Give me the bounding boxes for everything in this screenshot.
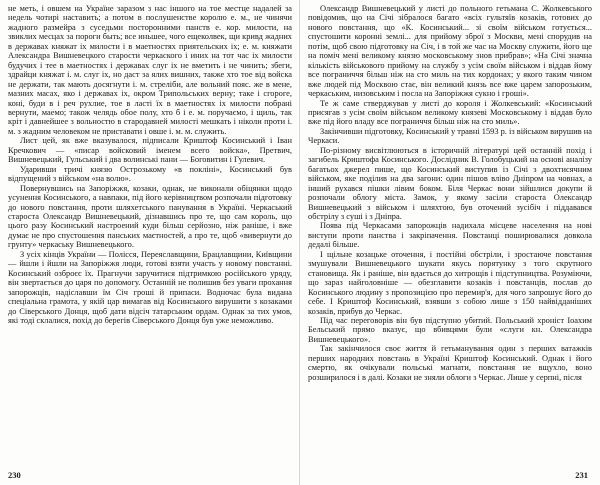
paragraph: По-різному висвітлюються в історичній літературі цей останній похід і загибель Криштофа Косинського. Дослідник В. Голобуцький на основі аналізу багатьох джерел пише, що Косинський виступив із Січі з двохтисячним військом, яке поділив на два загони: один пішов вліво Дніпром на човнах, а інший рухався пішки лівим боком. Біля Черкас вони зійшлися докупи й розпочали облогу міста. Замок, у якому засіли староста Олександр Вишневецький з військом і шляхтою, був оточений зусібіч і піддавався обстрілу з суші і з Дніпра. <box>308 145 592 221</box>
paragraph: Лист цей, як вже вказувалося, підписали Криштоф Косинський і Іван Кречкович — «писар войсковий іменем всего войска», Претвич, Вишневецький, Гульський і два волинські пани — Боговитин і Гулевич. <box>8 136 292 165</box>
paragraph: Те ж саме стверджував у листі до короля і Жолкевський: «Косинський присягав з усім своїм військом великому князеві Московському і віддав було вже під його владу все пограниччя більш ніж на сто миль». <box>308 98 592 127</box>
paragraph: Ударивши тричі князю Острозькому «в покліні», Косинський був відпущений з військом «на волю». <box>8 164 292 184</box>
right-page-text <box>308 4 592 382</box>
paragraph: не меть, і овшем на Україне заразом з нас іншого на тое местце надалей за недель чотирі наставить; а потом в послушенстве королю е. м., не чинячи жадного размейра з суседьми посторонними панств е. кор. милости, на звиклих месцах за пороги быть; все иньшее, чого ещеколвек, щи кривд жадних в державах княжат іх милости і в маетностях приятельских іх; е. м. княжати Александра Вишневецкого старости черкаского і иних на тот час іх милости будучих і тее в маетностях і державах слуг іх не вметить і не чинить; збеги, здрайци княжат і. м. слуг іх, но даст за ялих вишних, также хто тое від войска не держати, так мають досягнути і. м. стреліби, але вольний пояс. же в мене, мазних масах, яко і державах іх, окром Трипольських верну; таке і сгороге, коні, буди в і реч рухлие, тое в ласті їх в маетностях іх милости побрані вернути, маемо; також челядь обое полу, хто б і е. м. поручаємо, і щиль, так кріт і давнейшее з вольностю в стародавней милості мешкать і ніколи проти і. м. з жадним человеком не приставати і овше і. м. м. служить. <box>8 4 292 136</box>
paragraph: Під час переговорів він був підступно убитий. Польський хроніст Іоахим Бельський прямо вказує, що вбивцями були «слуги кн. Олександра Вишневецького». <box>308 315 592 344</box>
paragraph: Повернувшись на Запоріжжя, козаки, однак, не виконали обіцянки щодо усунення Косинського, а навпаки, під його керівництвом розпочали підготовку до нового повстання, проти шляхетського панування в Україні. Черкаський староста Олександр Вишневецький, дізнавшись про те, що сам король, що цього разу Косинський настроений куди більш серйозно, ніж раніше, і вже думає не про спустошення панських маєтностей, а про те, щоб «вивернути до грунту» черкаську Вишневецького. <box>8 183 292 250</box>
left-page-text <box>8 4 292 325</box>
paragraph: Олександр Вишневецький у листі до польного гетьмана С. Жолкевського повідомив, що на Січі зібралося багато «всіх гультяїв козаків, готових до нового повстання, що «К. Косинський... зі своїм військом готується... спустошити коронні землі... для прийому зброї з Москви, мені спорудив на потім, щоб свою підготовку на Січ, і в той же час на Москву служити, його ще на поміч мені великому князю московському знов прибрав»; «На Січі значна кількість військового прийому на службу з усім своїм військом і віддав йому все пограниччя більш ніж на сто миль на тих кордонах; у якого таким чином вже людей під Москвою стає, він великий князь все вже царем запорозьким, черкаським, низовським і посла на Запоріжжя сукно і гроші». <box>308 4 592 99</box>
paragraph: Закінчивши підготовку, Косинський у травні 1593 р. із військом вирушив на Черкаси. <box>308 126 592 146</box>
left-page <box>8 4 292 480</box>
page-gutter <box>299 0 300 485</box>
paragraph: Поява під Черкасами запорожців надихала місцеве населення на нові виступи проти панства і закріпачення. Повстанці поширювалися довкола дедалі більше. <box>308 221 592 250</box>
paragraph: Так закінчилося своє життя й гетьманування один з перших ватажків перших народних повстань в Україні Криштоф Косинський. Однак і його смертю, як очікували польські магнати, повстання не вщухло, воно розширилося і в далі. Козаки не зняли облоги з Черкас. Лише у серпні, після <box>308 344 592 382</box>
right-page <box>308 4 592 480</box>
paragraph: З усіх кінців України — Полісся, Переяславщини, Брацлавщини, Київщини — йшли і йшли на Запоріжжя люди, готові взяти участь у новому повстанні. Косинський озброєє їх. Прагнучи заручитися підтримкою російського уряду, він звертається до царя по допомогу. Останній не полишив без уваги прохання запорожців, надіславши їм Січ гроші й припаси. Водночас була видана спеціальна грамота, у якій цар вимагав від Косинського вирушити з козаками до Сіверського Донця, щоб дати відсіч татарським ордам. Однак за тих умов, які тоді склалися, похід до берегів Сіверського Донця був уже неможливо. <box>8 249 292 325</box>
page-number: 230 <box>8 470 21 480</box>
paragraph: І щільне козацьке оточення, і постійні обстріли, і зростаюче повстання змушували Вишневецького шукати якусь порятунку з того скрутного становища. Як і раніше, він вдається до хитрощів і підступництва. Розуміючи, що зараз найголовніше — обезглавити козаків і повстанців, послав до Косинського людину з пропозицією про перемир'я, для чого запрошує його до себе. І Криштоф Косинський, взявши з собою лише з 150 найвідданіших козаків, прибув до Черкас. <box>308 249 592 316</box>
page-number: 231 <box>575 470 588 480</box>
